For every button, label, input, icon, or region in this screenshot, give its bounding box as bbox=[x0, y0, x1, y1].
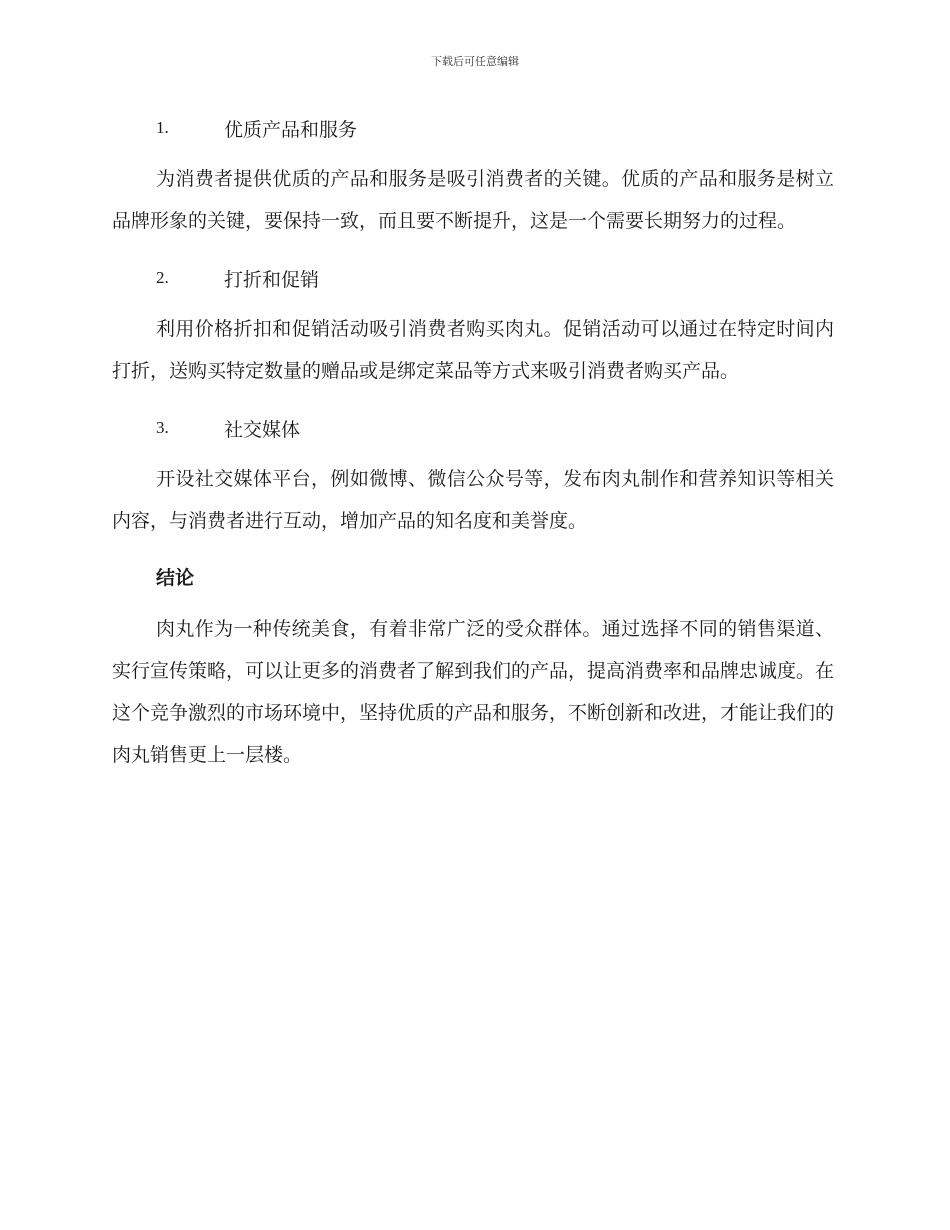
list-heading-3 bbox=[112, 408, 834, 448]
list-title: 优质产品和服务 bbox=[224, 118, 358, 141]
list-title: 打折和促销 bbox=[224, 268, 320, 291]
list-heading-2 bbox=[112, 258, 834, 298]
conclusion-heading: 结论 bbox=[156, 567, 195, 589]
list-number: 1. bbox=[156, 118, 169, 137]
document-body bbox=[112, 108, 834, 792]
list-number: 2. bbox=[156, 268, 169, 287]
page-header-note: 下载后可任意编辑 bbox=[431, 55, 519, 68]
paragraph-quality: 为消费者提供优质的产品和服务是吸引消费者的关键。优质的产品和服务是树立品牌形象的关键，要保持一致，而且要不断提升，这是一个需要长期努力的过程。 bbox=[112, 168, 834, 232]
paragraph-conclusion: 肉丸作为一种传统美食，有着非常广泛的受众群体。通过选择不同的销售渠道、实行宣传策略，可以让更多的消费者了解到我们的产品，提高消费率和品牌忠诚度。在这个竞争激烈的市场环境中，坚持优质的产品和服务，不断创新和改进，才能让我们的肉丸销售更上一层楼。 bbox=[112, 618, 835, 766]
list-heading-1 bbox=[112, 108, 834, 148]
list-number: 3. bbox=[156, 418, 169, 437]
paragraph-social-media: 开设社交媒体平台，例如微博、微信公众号等，发布肉丸制作和营养知识等相关内容，与消费者进行互动，增加产品的知名度和美誉度。 bbox=[112, 468, 834, 532]
list-title: 社交媒体 bbox=[224, 418, 301, 441]
paragraph-promotion: 利用价格折扣和促销活动吸引消费者购买肉丸。促销活动可以通过在特定时间内打折，送购买特定数量的赠品或是绑定菜品等方式来吸引消费者购买产品。 bbox=[112, 318, 834, 382]
